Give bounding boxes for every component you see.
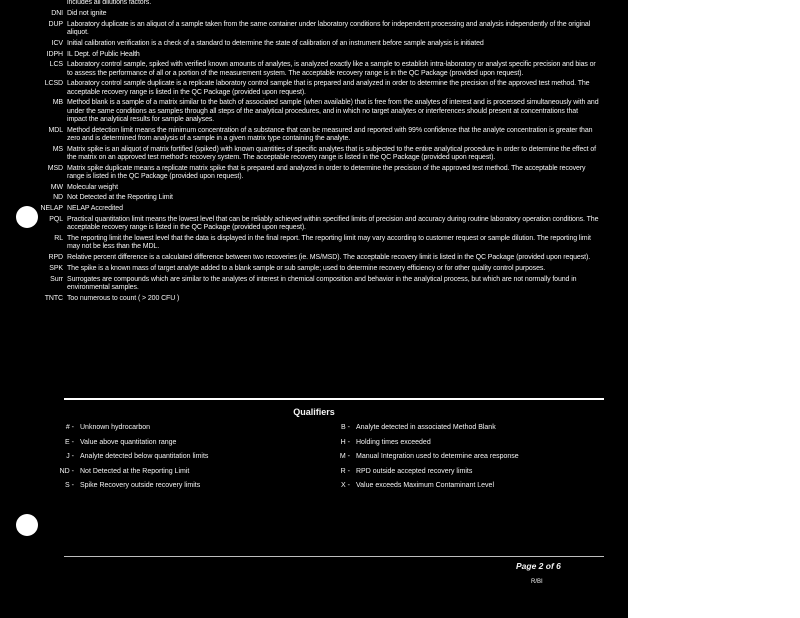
qualifier-item xyxy=(330,481,519,496)
definition-term: SPK xyxy=(49,264,63,272)
definition-term: MW xyxy=(50,183,63,191)
qualifier-item xyxy=(330,452,519,467)
definition-row xyxy=(0,80,628,99)
qualifier-code: E - xyxy=(65,438,74,446)
definition-text: Did not ignite xyxy=(67,10,107,17)
definition-text: Matrix spike duplicate means a replicate matrix spike that is prepared and analyzed in order to determine the precision of the approved test method. The acceptable recovery range is listed in the QC Package (provided upon request). xyxy=(67,164,586,180)
definition-term: MSD xyxy=(47,164,63,172)
definition-row xyxy=(0,40,628,51)
qualifier-code: R - xyxy=(340,467,350,475)
definition-term: LCS xyxy=(49,61,63,69)
definition-term: ICV xyxy=(51,39,63,47)
definition-text: The spike is a known mass of target analyte added to a blank sample or sub sample; used to determine recovery efficiency or for other quality control purposes. xyxy=(67,264,546,272)
definition-term: IDPH xyxy=(46,50,63,58)
qualifier-item xyxy=(54,438,208,453)
definition-term: LCSD xyxy=(44,80,63,88)
definition-text: The reporting limit the lowest level that the data is displayed in the final report. The reporting limit may vary according to customer request or sample dilution. The reporting limit may not be less than the MDL. xyxy=(67,234,591,251)
qualifiers-right-column xyxy=(330,423,519,496)
definition-row xyxy=(0,194,628,205)
definition-text: Initial calibration verification is a check of a standard to determine the state of calibration of an instrument before sample analysis is initiated xyxy=(67,39,484,47)
qualifier-item xyxy=(54,467,208,482)
definitions-list xyxy=(0,0,628,305)
definition-text: Practical quantitation limit means the lowest level that can be reliably achieved within specified limits of precision and accuracy during routine laboratory operation conditions. The acceptable recovery range is listed in the QC Package (provided upon request). xyxy=(67,215,599,232)
definition-term: DUP xyxy=(48,20,63,28)
definition-row xyxy=(0,165,628,184)
definition-term: RPD xyxy=(48,253,63,261)
qualifier-text: Analyte detected in associated Method Blank xyxy=(356,424,496,431)
footer-code: R/BI xyxy=(531,579,543,585)
qualifier-item xyxy=(330,467,519,482)
definition-term: MS xyxy=(52,145,63,153)
qualifier-item xyxy=(54,481,208,496)
definition-text: Laboratory control sample, spiked with verified known amounts of analytes, is analyzed exactly like a sample to establish intra-laboratory or analyst specific precision and bias or to assess the performance of all or a portion of the measurement system. The acceptable recovery range is in the QC Package (provided upon request). xyxy=(67,61,596,77)
qualifier-text: Holding times exceeded xyxy=(356,438,431,446)
definition-row xyxy=(0,276,628,295)
qualifier-code: S - xyxy=(65,482,74,489)
qualifier-code: H - xyxy=(340,438,350,446)
qualifier-item xyxy=(54,423,208,438)
page-number: Page 2 of 6 xyxy=(516,561,561,571)
qualifier-text: Not Detected at the Reporting Limit xyxy=(80,467,190,475)
definition-text: Method detection limit means the minimum concentration of a substance that can be measured and reported with 99% confidence that the analyte concentration is greater than zero and is determined from analysis of a sample in a given matrix type containing the analyte. xyxy=(67,126,593,142)
definition-text: Matrix spike is an aliquot of matrix fortified (spiked) with known quantities of specific analytes that is subjected to the entire analytical procedure in order to determine the effect of the matrix on an approved test method's recovery system. The acceptable recovery range is listed in the QC Package (provided upon request). xyxy=(67,145,597,161)
definition-row xyxy=(0,61,628,80)
qualifier-text: Manual Integration used to determine area response xyxy=(356,453,519,460)
definition-term: NELAP xyxy=(40,205,63,213)
definition-row xyxy=(0,21,628,40)
punch-hole-lower xyxy=(16,514,38,536)
qualifier-text: Analyte detected below quantitation limits xyxy=(80,453,209,460)
qualifier-item xyxy=(330,438,519,453)
definition-text: includes all dilutions factors. xyxy=(67,0,152,7)
qualifier-item xyxy=(330,423,519,438)
qualifier-text: Value above quantitation range xyxy=(80,438,177,446)
qualifiers-left-column xyxy=(54,423,208,496)
definition-term: DNI xyxy=(51,10,63,17)
definition-term: ND xyxy=(53,194,63,202)
qualifier-text: Unknown hydrocarbon xyxy=(80,424,151,431)
definition-term: RL xyxy=(54,234,63,242)
definition-row xyxy=(0,295,628,306)
definition-text: Too numerous to count ( > 200 CFU ) xyxy=(67,294,180,302)
qualifier-text: RPD outside accepted recovery limits xyxy=(356,467,473,475)
qualifier-code: ND - xyxy=(59,467,74,475)
definition-term: PQL xyxy=(49,215,63,223)
definition-row xyxy=(0,205,628,216)
definition-row xyxy=(0,10,628,21)
definition-term: TNTC xyxy=(44,294,63,302)
qualifier-text: Spike Recovery outside recovery limits xyxy=(80,482,201,489)
definition-text: Molecular weight xyxy=(67,183,118,191)
definition-row xyxy=(0,146,628,165)
definition-text: Laboratory duplicate is an aliquot of a sample taken from the same container under laboratory conditions for independent processing and analysis independently of the original aliquot. xyxy=(67,20,591,36)
definition-term: MDL xyxy=(48,126,63,134)
definition-text: Method blank is a sample of a matrix similar to the batch of associated sample (when available) that is free from the analytes of interest and is processed simultaneously with and under the same conditions as samples through all steps of the analytical procedures, and in which no target analytes or interferences should present at concentrations that impact the analytical results for sample analyses. xyxy=(67,99,599,123)
qualifier-code: B - xyxy=(341,424,350,431)
definition-term: Surr xyxy=(50,275,63,283)
qualifier-code: X - xyxy=(341,482,350,489)
definition-row xyxy=(0,0,628,10)
qualifier-code: # - xyxy=(65,424,74,431)
definition-text: Not Detected at the Reporting Limit xyxy=(67,194,173,202)
definition-row xyxy=(0,51,628,62)
definition-text: NELAP Accredited xyxy=(67,205,123,213)
footer-divider xyxy=(64,556,604,557)
qualifiers-heading: Qualifiers xyxy=(293,407,335,417)
definition-row xyxy=(0,216,628,235)
definition-text: IL Dept. of Public Health xyxy=(67,50,140,58)
definition-row xyxy=(0,265,628,276)
definition-row xyxy=(0,235,628,254)
definition-text: Relative percent difference is a calculated difference between two recoveries (ie. MS/MSD). The acceptable recovery limit is listed in the QC Package (provided upon request). xyxy=(67,253,591,261)
definition-text: Surrogates are compounds which are similar to the analytes of interest in chemical composition and behavior in the analytical process, but which are not normally found in environmental samples. xyxy=(67,275,577,291)
qualifier-code: J - xyxy=(66,453,74,460)
definition-row xyxy=(0,99,628,126)
qualifier-text: Value exceeds Maximum Contaminant Level xyxy=(356,482,494,489)
qualifier-item xyxy=(54,452,208,467)
definition-row xyxy=(0,127,628,146)
qualifier-code: M - xyxy=(339,453,350,460)
definition-row xyxy=(0,254,628,265)
definition-text: Laboratory control sample duplicate is a replicate laboratory control sample that is prepared and analyzed in order to determine the precision of the approved test method. The acceptable recovery range is listed in the QC Package (provided upon request). xyxy=(67,80,590,96)
definition-term: MB xyxy=(52,99,63,107)
definitions-divider xyxy=(64,398,604,400)
definition-row xyxy=(0,184,628,195)
